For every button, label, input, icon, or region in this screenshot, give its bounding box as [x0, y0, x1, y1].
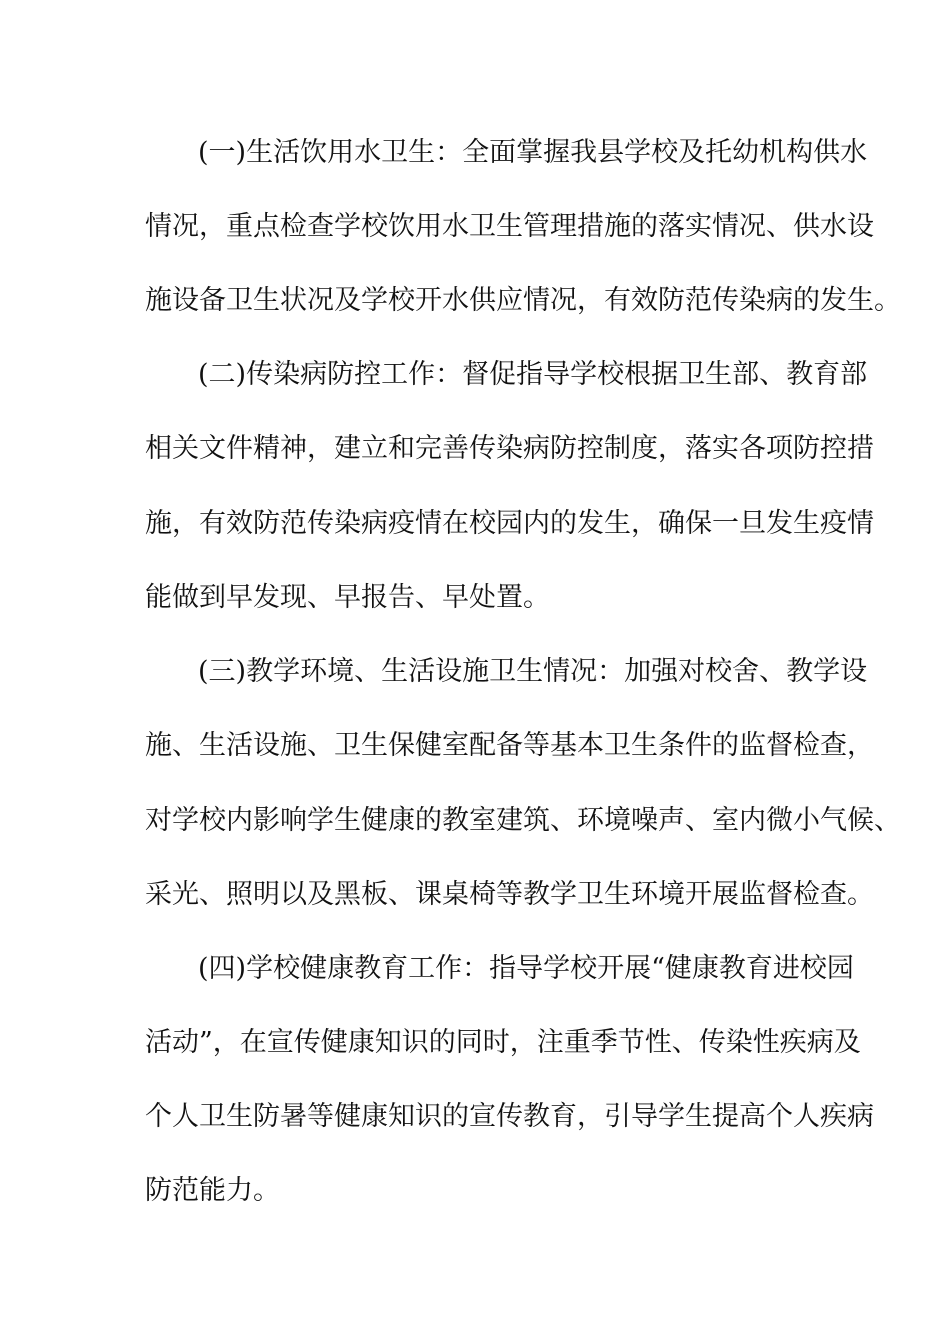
paragraph-2-line-1: (二)传染病防控工作：督促指导学校根据卫生部、教育部	[198, 359, 868, 390]
paragraph-3-line-3: 对学校内影响学生健康的教室建筑、环境噪声、室内微小气候、	[145, 805, 901, 836]
paragraph-4-line-3: 个人卫生防暑等健康知识的宣传教育，引导学生提高个人疾病	[145, 1101, 874, 1132]
paragraph-3-line-4: 采光、照明以及黑板、课桌椅等教学卫生环境开展监督检查。	[145, 879, 874, 910]
paragraph-3-line-1: (三)教学环境、生活设施卫生情况：加强对校舍、教学设	[198, 656, 868, 687]
paragraph-4-line-2: 活动”，在宣传健康知识的同时，注重季节性、传染性疾病及	[145, 1027, 861, 1058]
paragraph-2-line-2: 相关文件精神，建立和完善传染病防控制度，落实各项防控措	[145, 433, 874, 464]
paragraph-1-line-1: (一)生活饮用水卫生：全面掌握我县学校及托幼机构供水	[198, 137, 868, 168]
paragraph-1-line-3: 施设备卫生状况及学校开水供应情况，有效防范传染病的发生。	[145, 285, 901, 316]
paragraph-4-line-1: (四)学校健康教育工作：指导学校开展“健康教育进校园	[198, 953, 854, 984]
paragraph-4-line-4: 防范能力。	[145, 1175, 280, 1206]
paragraph-3-line-2: 施、生活设施、卫生保健室配备等基本卫生条件的监督检查，	[145, 730, 874, 761]
paragraph-2-line-4: 能做到早发现、早报告、早处置。	[145, 582, 550, 613]
paragraph-2-line-3: 施，有效防范传染病疫情在校园内的发生，确保一旦发生疫情	[145, 508, 874, 539]
paragraph-1-line-2: 情况，重点检查学校饮用水卫生管理措施的落实情况、供水设	[145, 211, 874, 242]
